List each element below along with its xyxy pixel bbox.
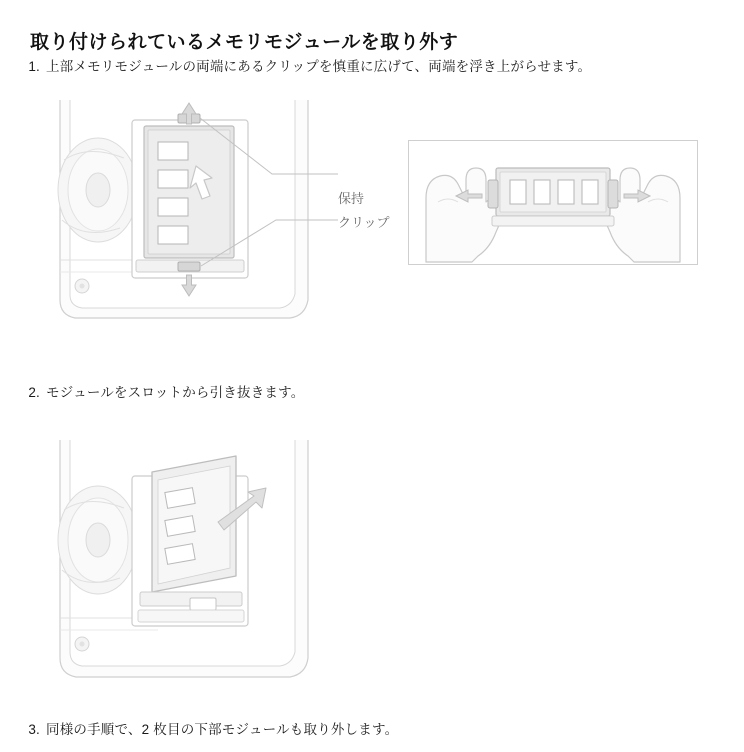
step-item-1 — [18, 55, 591, 75]
step-text-1: 上部メモリモジュールの両端にあるクリップを慎重に広げて、両端を浮き上がらせます。 — [46, 59, 592, 74]
step-number-2: 2. — [28, 385, 40, 400]
step-item-3 — [18, 718, 398, 738]
step-text-2: モジュールをスロットから引き抜きます。 — [46, 385, 305, 400]
figure-3-illustration — [40, 440, 350, 690]
callout-retaining-clip-line1: 保持 — [338, 191, 365, 206]
step-number-3: 3. — [28, 722, 40, 737]
figure-1-illustration — [40, 100, 350, 330]
callout-retaining-clip-line2: クリップ — [338, 215, 390, 230]
step-item-2 — [18, 381, 304, 401]
step-number-1: 1. — [28, 59, 40, 74]
figure-2-illustration — [408, 140, 698, 265]
figure-spread-clips-with-hands — [408, 140, 698, 265]
step-text-3: 同様の手順で、2 枚目の下部モジュールも取り外します。 — [46, 722, 399, 737]
page-title: 取り付けられているメモリモジュールを取り外す — [30, 31, 459, 53]
figure-remove-top-module — [40, 100, 350, 330]
figure-pull-module-out — [40, 440, 350, 690]
